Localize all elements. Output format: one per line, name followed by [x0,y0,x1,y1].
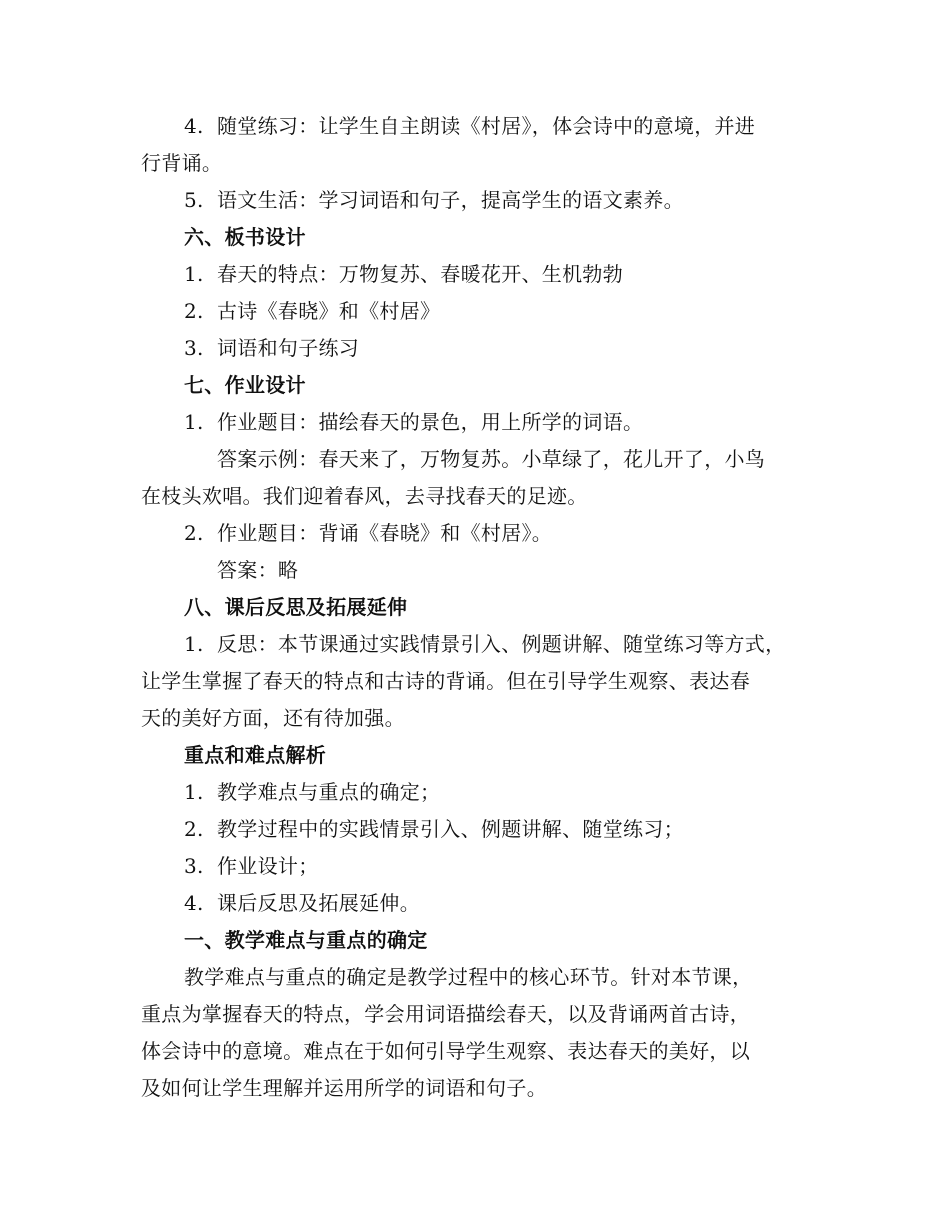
item-text: 反思：本节课通过实践情景引入、例题讲解、随堂练习等方式， [217,632,786,656]
item-text: 随堂练习：让学生自主朗读《村居》，体会诗中的意境，并进 [217,114,756,138]
paragraph-line: 重点为掌握春天的特点，学会用词语描绘春天，以及背诵两首古诗， [141,1002,750,1026]
list-item [141,182,813,219]
item-number: 3. [184,854,204,878]
paragraph-line: 教学难点与重点的确定是教学过程中的核心环节。针对本节课， [184,965,753,989]
list-item [141,256,813,293]
item-text: 语文生活：学习词语和句子，提高学生的语文素养。 [217,188,684,212]
section-heading: 八、课后反思及拓展延伸 [184,595,408,619]
item-number: 4. [184,891,204,915]
item-number: 5. [184,188,204,212]
text-continuation: 行背诵。 [141,151,223,175]
section-heading: 重点和难点解析 [184,743,327,767]
section-heading: 六、板书设计 [184,225,306,249]
list-item [141,848,813,885]
list-item [141,515,813,552]
item-text: 古诗《春晓》和《村居》 [217,299,441,323]
item-number: 1. [184,632,204,656]
text-continuation: 让学生掌握了春天的特点和古诗的背诵。但在引导学生观察、表达春 [141,669,750,693]
list-item [141,811,813,848]
list-item [141,108,813,145]
list-item [141,774,813,811]
section-heading: 一、教学难点与重点的确定 [184,928,428,952]
item-number: 2. [184,299,204,323]
answer-text: 答案：略 [217,558,299,582]
item-text: 课后反思及拓展延伸。 [217,891,420,915]
item-text: 词语和句子练习 [217,336,360,360]
item-text: 春天的特点：万物复苏、春暖花开、生机勃勃 [217,262,623,286]
item-number: 2. [184,521,204,545]
item-number: 1. [184,410,204,434]
answer-text: 答案示例：春天来了，万物复苏。小草绿了，花儿开了，小鸟 [217,447,766,471]
paragraph-line: 体会诗中的意境。难点在于如何引导学生观察、表达春天的美好，以 [141,1039,750,1063]
list-item [141,885,813,922]
item-text: 作业题目：背诵《春晓》和《村居》。 [217,521,553,545]
document-body [141,108,813,1107]
item-number: 2. [184,817,204,841]
item-text: 作业设计； [217,854,319,878]
item-number: 3. [184,336,204,360]
list-item [141,626,813,663]
list-item [141,404,813,441]
item-text: 教学过程中的实践情景引入、例题讲解、随堂练习； [217,817,684,841]
section-heading: 七、作业设计 [184,373,306,397]
item-number: 1. [184,780,204,804]
text-continuation: 天的美好方面，还有待加强。 [141,706,405,730]
item-number: 1. [184,262,204,286]
list-item [141,330,813,367]
item-text: 作业题目：描绘春天的景色，用上所学的词语。 [217,410,644,434]
list-item [141,293,813,330]
text-continuation: 在枝头欢唱。我们迎着春风，去寻找春天的足迹。 [141,484,588,508]
item-text: 教学难点与重点的确定； [217,780,441,804]
item-number: 4. [184,114,204,138]
paragraph-line: 及如何让学生理解并运用所学的词语和句子。 [141,1076,547,1100]
